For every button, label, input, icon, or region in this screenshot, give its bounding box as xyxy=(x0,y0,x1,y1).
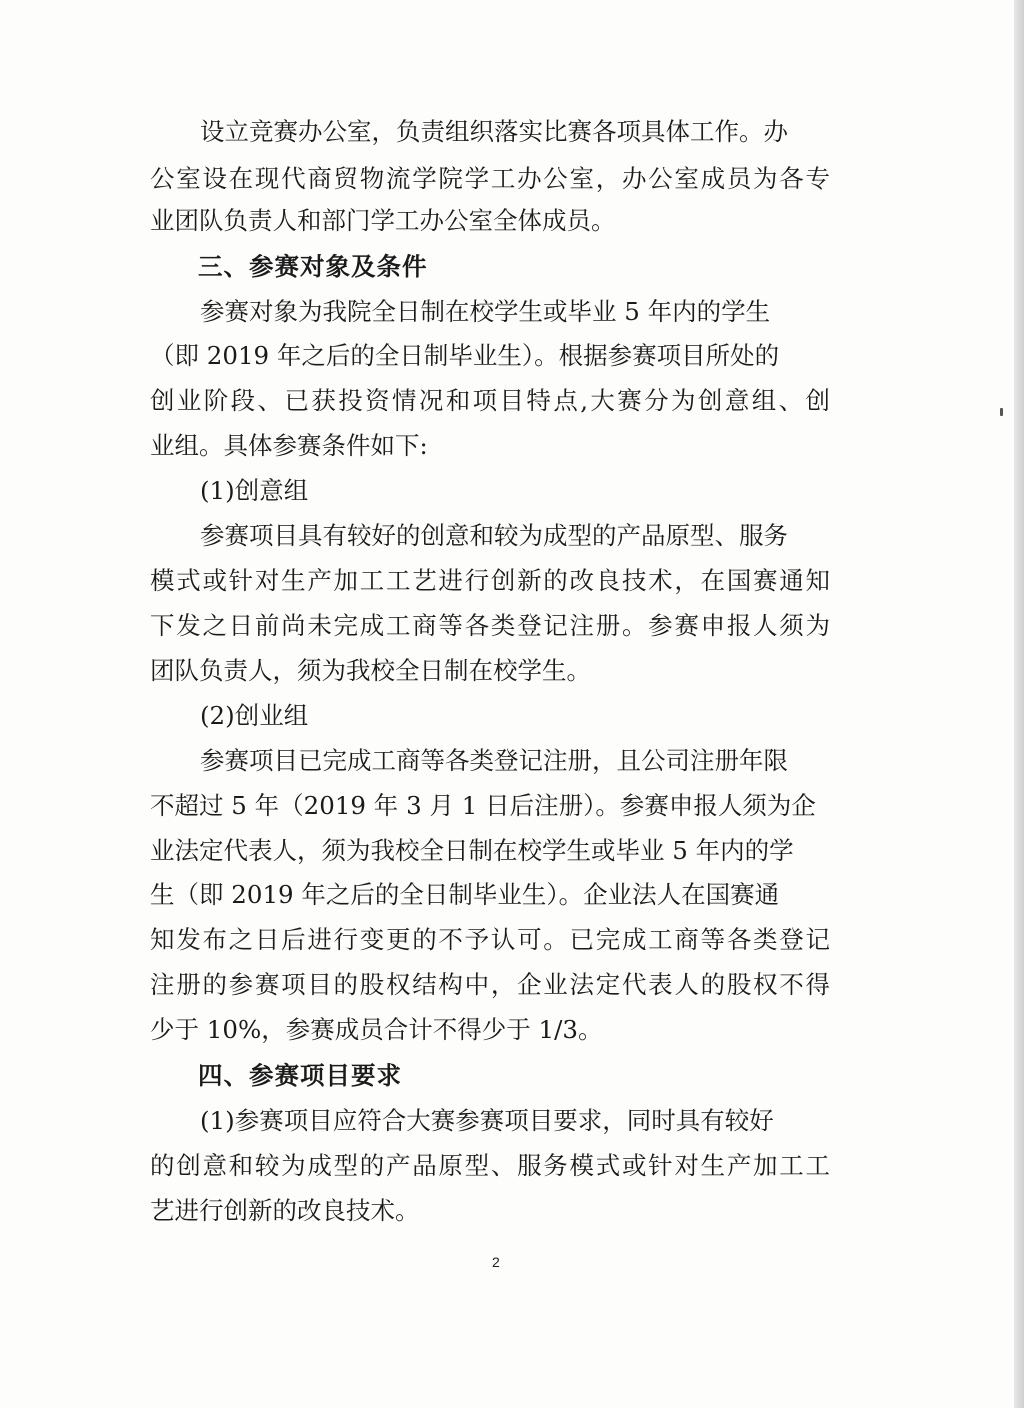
text-line: 参赛对象为我院全日制在校学生或毕业 5 年内的学生 xyxy=(200,297,771,326)
text-line: (1)参赛项目应符合大赛参赛项目要求，同时具有较好 xyxy=(200,1106,774,1135)
text-line: 创业阶段、已获投资情况和项目特点,大赛分为创意组、创 xyxy=(150,386,830,415)
section-heading-3: 三、参赛对象及条件 xyxy=(198,252,428,281)
text-line: 注册的参赛项目的股权结构中，企业法定代表人的股权不得 xyxy=(150,970,830,999)
subsection-label: (1)创意组 xyxy=(200,476,309,505)
text-line: 下发之日前尚未完成工商等各类登记注册。参赛申报人须为 xyxy=(150,611,830,640)
text-line: 少于 10%，参赛成员合计不得少于 1/3。 xyxy=(150,1015,603,1044)
section-heading-4: 四、参赛项目要求 xyxy=(198,1061,402,1090)
subsection-label: (2)创业组 xyxy=(200,701,309,730)
page-number: 2 xyxy=(492,1254,500,1270)
scan-speck xyxy=(1000,408,1003,416)
text-line: 参赛项目已完成工商等各类登记注册，且公司注册年限 xyxy=(200,746,788,775)
text-line: 设立竞赛办公室，负责组织落实比赛各项具体工作。办 xyxy=(200,117,788,146)
text-line: （即 2019 年之后的全日制毕业生）。根据参赛项目所处的 xyxy=(150,341,780,370)
text-line: 参赛项目具有较好的创意和较为成型的产品原型、服务 xyxy=(200,521,788,550)
text-line: 艺进行创新的改良技术。 xyxy=(150,1196,420,1225)
text-line: 的创意和较为成型的产品原型、服务模式或针对生产加工工 xyxy=(150,1151,830,1180)
text-line: 不超过 5 年（2019 年 3 月 1 日后注册）。参赛申报人须为企 xyxy=(150,791,816,820)
text-line: 业法定代表人，须为我校全日制在校学生或毕业 5 年内的学 xyxy=(150,836,794,865)
text-line: 生（即 2019 年之后的全日制毕业生）。企业法人在国赛通 xyxy=(150,880,780,909)
scan-edge xyxy=(1014,0,1024,1408)
text-line: 业组。具体参赛条件如下: xyxy=(150,431,428,460)
text-line: 业团队负责人和部门学工办公室全体成员。 xyxy=(150,206,616,235)
text-line: 模式或针对生产加工工艺进行创新的改良技术，在国赛通知 xyxy=(150,566,830,595)
text-line: 公室设在现代商贸物流学院学工办公室，办公室成员为各专 xyxy=(150,164,830,193)
text-line: 团队负责人，须为我校全日制在校学生。 xyxy=(150,656,591,685)
text-line: 知发布之日后进行变更的不予认可。已完成工商等各类登记 xyxy=(150,925,830,954)
